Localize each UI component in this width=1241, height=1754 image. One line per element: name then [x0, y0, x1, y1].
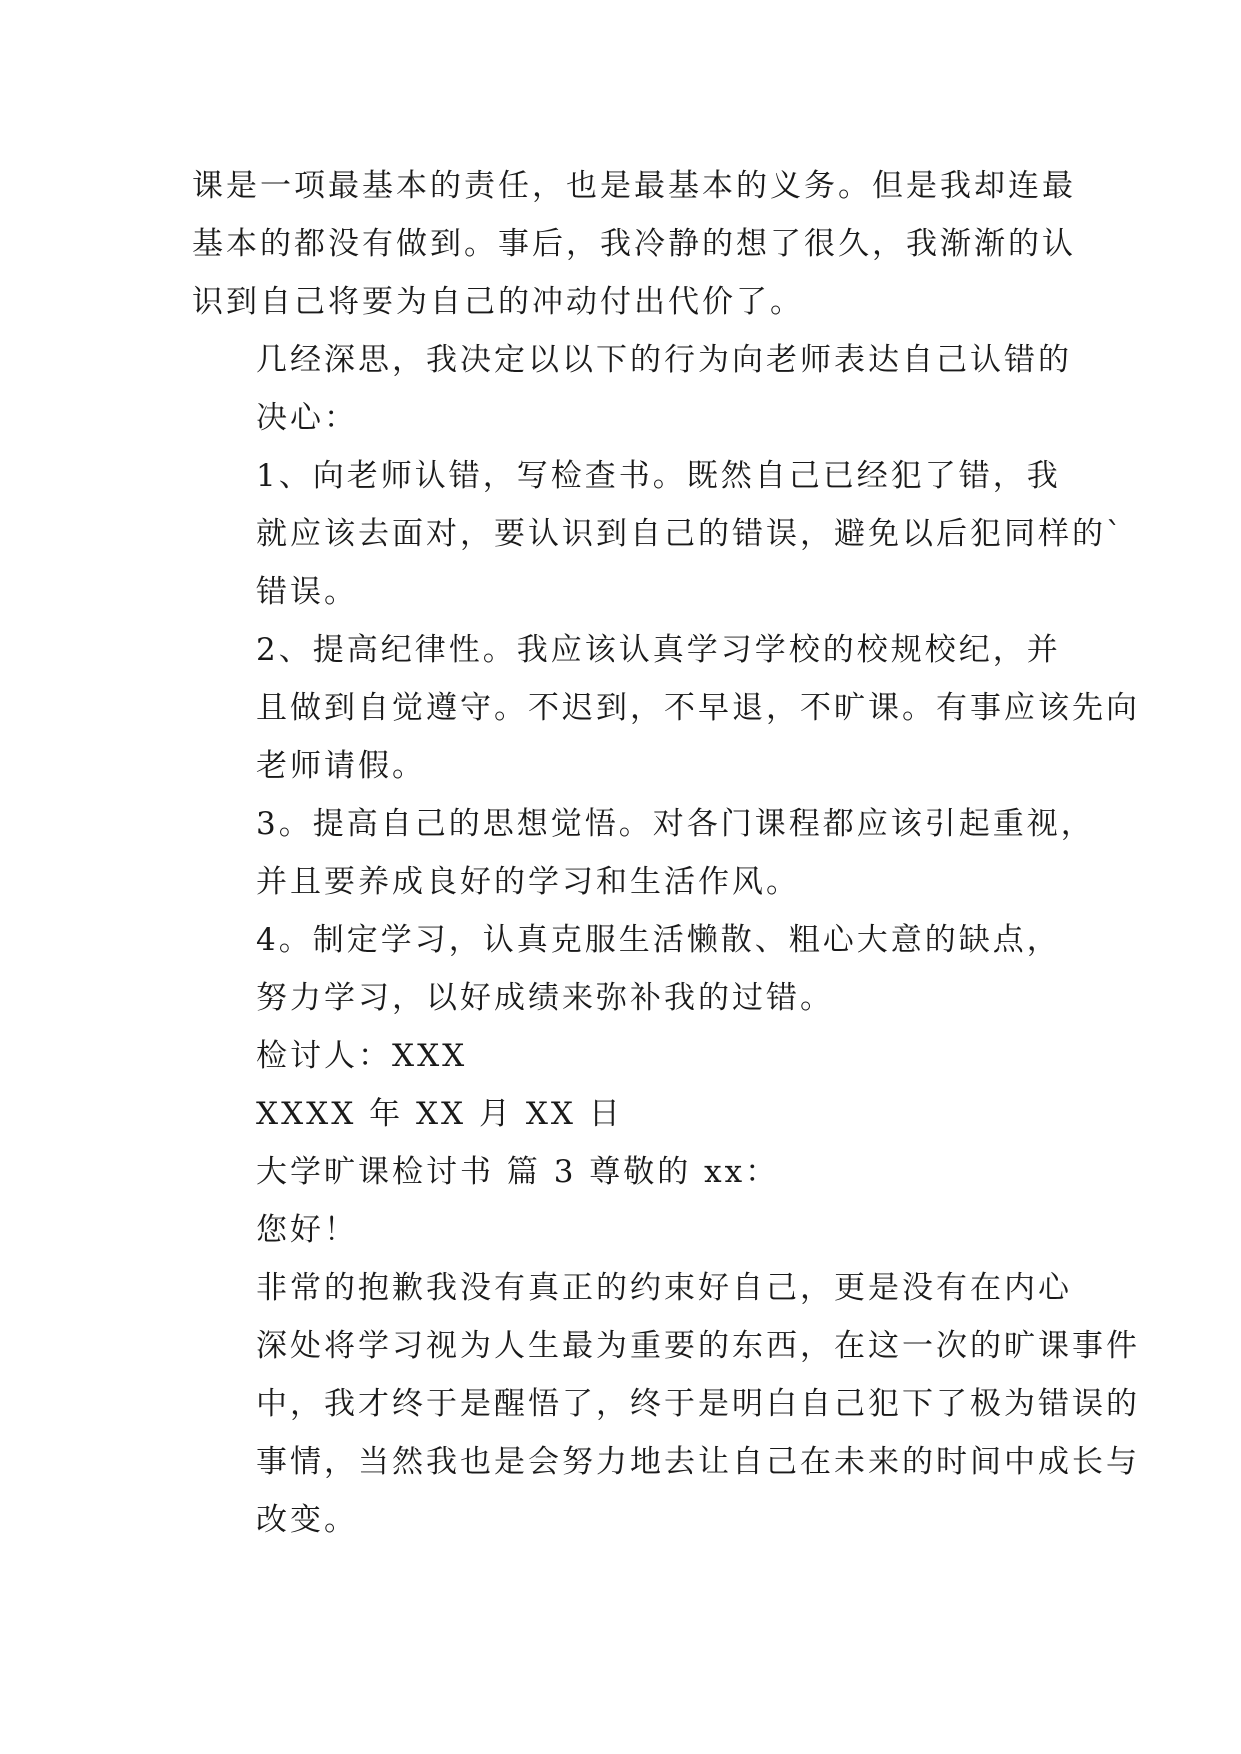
text-line: 就应该去面对，要认识到自己的错误，避免以后犯同样的` [256, 516, 1125, 552]
document-body [192, 157, 1140, 1549]
text-line: XXXX 年 XX 月 XX 日 [256, 1096, 623, 1132]
text-line: 努力学习，以好成绩来弥补我的过错。 [256, 980, 834, 1016]
text-line: 决心： [256, 400, 358, 436]
text-line: 您好！ [256, 1212, 358, 1248]
text-line: 错误。 [256, 574, 358, 610]
paragraph [192, 1027, 1062, 1085]
text-line: 且做到自觉遵守。不迟到，不早退，不旷课。有事应该先向 [256, 690, 1140, 726]
text-line: 4。制定学习，认真克服生活懒散、粗心大意的缺点， [256, 922, 1061, 958]
text-line: 课是一项最基本的责任，也是最基本的义务。但是我却连最 [192, 168, 1076, 204]
text-line: 大学旷课检讨书 篇 3 尊敬的 xx： [256, 1154, 780, 1190]
text-line: 识到自己将要为自己的冲动付出代价了。 [192, 284, 804, 320]
text-line: 检讨人：XXX [256, 1038, 468, 1074]
text-line: 事情，当然我也是会努力地去让自己在未来的时间中成长与 [256, 1444, 1140, 1480]
paragraph [192, 447, 1125, 621]
paragraph [192, 157, 1076, 331]
paragraph [192, 795, 1095, 911]
paragraph [192, 621, 1140, 795]
text-line: 几经深思，我决定以以下的行为向老师表达自己认错的 [256, 342, 1072, 378]
text-line: 并且要养成良好的学习和生活作风。 [256, 864, 800, 900]
text-line: 改变。 [256, 1502, 358, 1538]
paragraph [192, 1085, 1062, 1143]
text-line: 2、提高纪律性。我应该认真学习学校的校规校纪，并 [256, 632, 1061, 668]
text-line: 3。提高自己的思想觉悟。对各门课程都应该引起重视， [256, 806, 1095, 842]
text-line: 老师请假。 [256, 748, 426, 784]
paragraph [192, 911, 1062, 1027]
text-line: 基本的都没有做到。事后，我冷静的想了很久，我渐渐的认 [192, 226, 1076, 262]
text-line: 非常的抱歉我没有真正的约束好自己，更是没有在内心 [256, 1270, 1072, 1306]
paragraph [192, 331, 1072, 447]
text-line: 中，我才终于是醒悟了，终于是明白自己犯下了极为错误的 [256, 1386, 1140, 1422]
text-line: 1、向老师认错，写检查书。既然自己已经犯了错，我 [256, 458, 1061, 494]
paragraph [192, 1201, 1062, 1259]
text-line: 深处将学习视为人生最为重要的东西，在这一次的旷课事件 [256, 1328, 1140, 1364]
paragraph [192, 1143, 1062, 1201]
paragraph [192, 1259, 1140, 1549]
